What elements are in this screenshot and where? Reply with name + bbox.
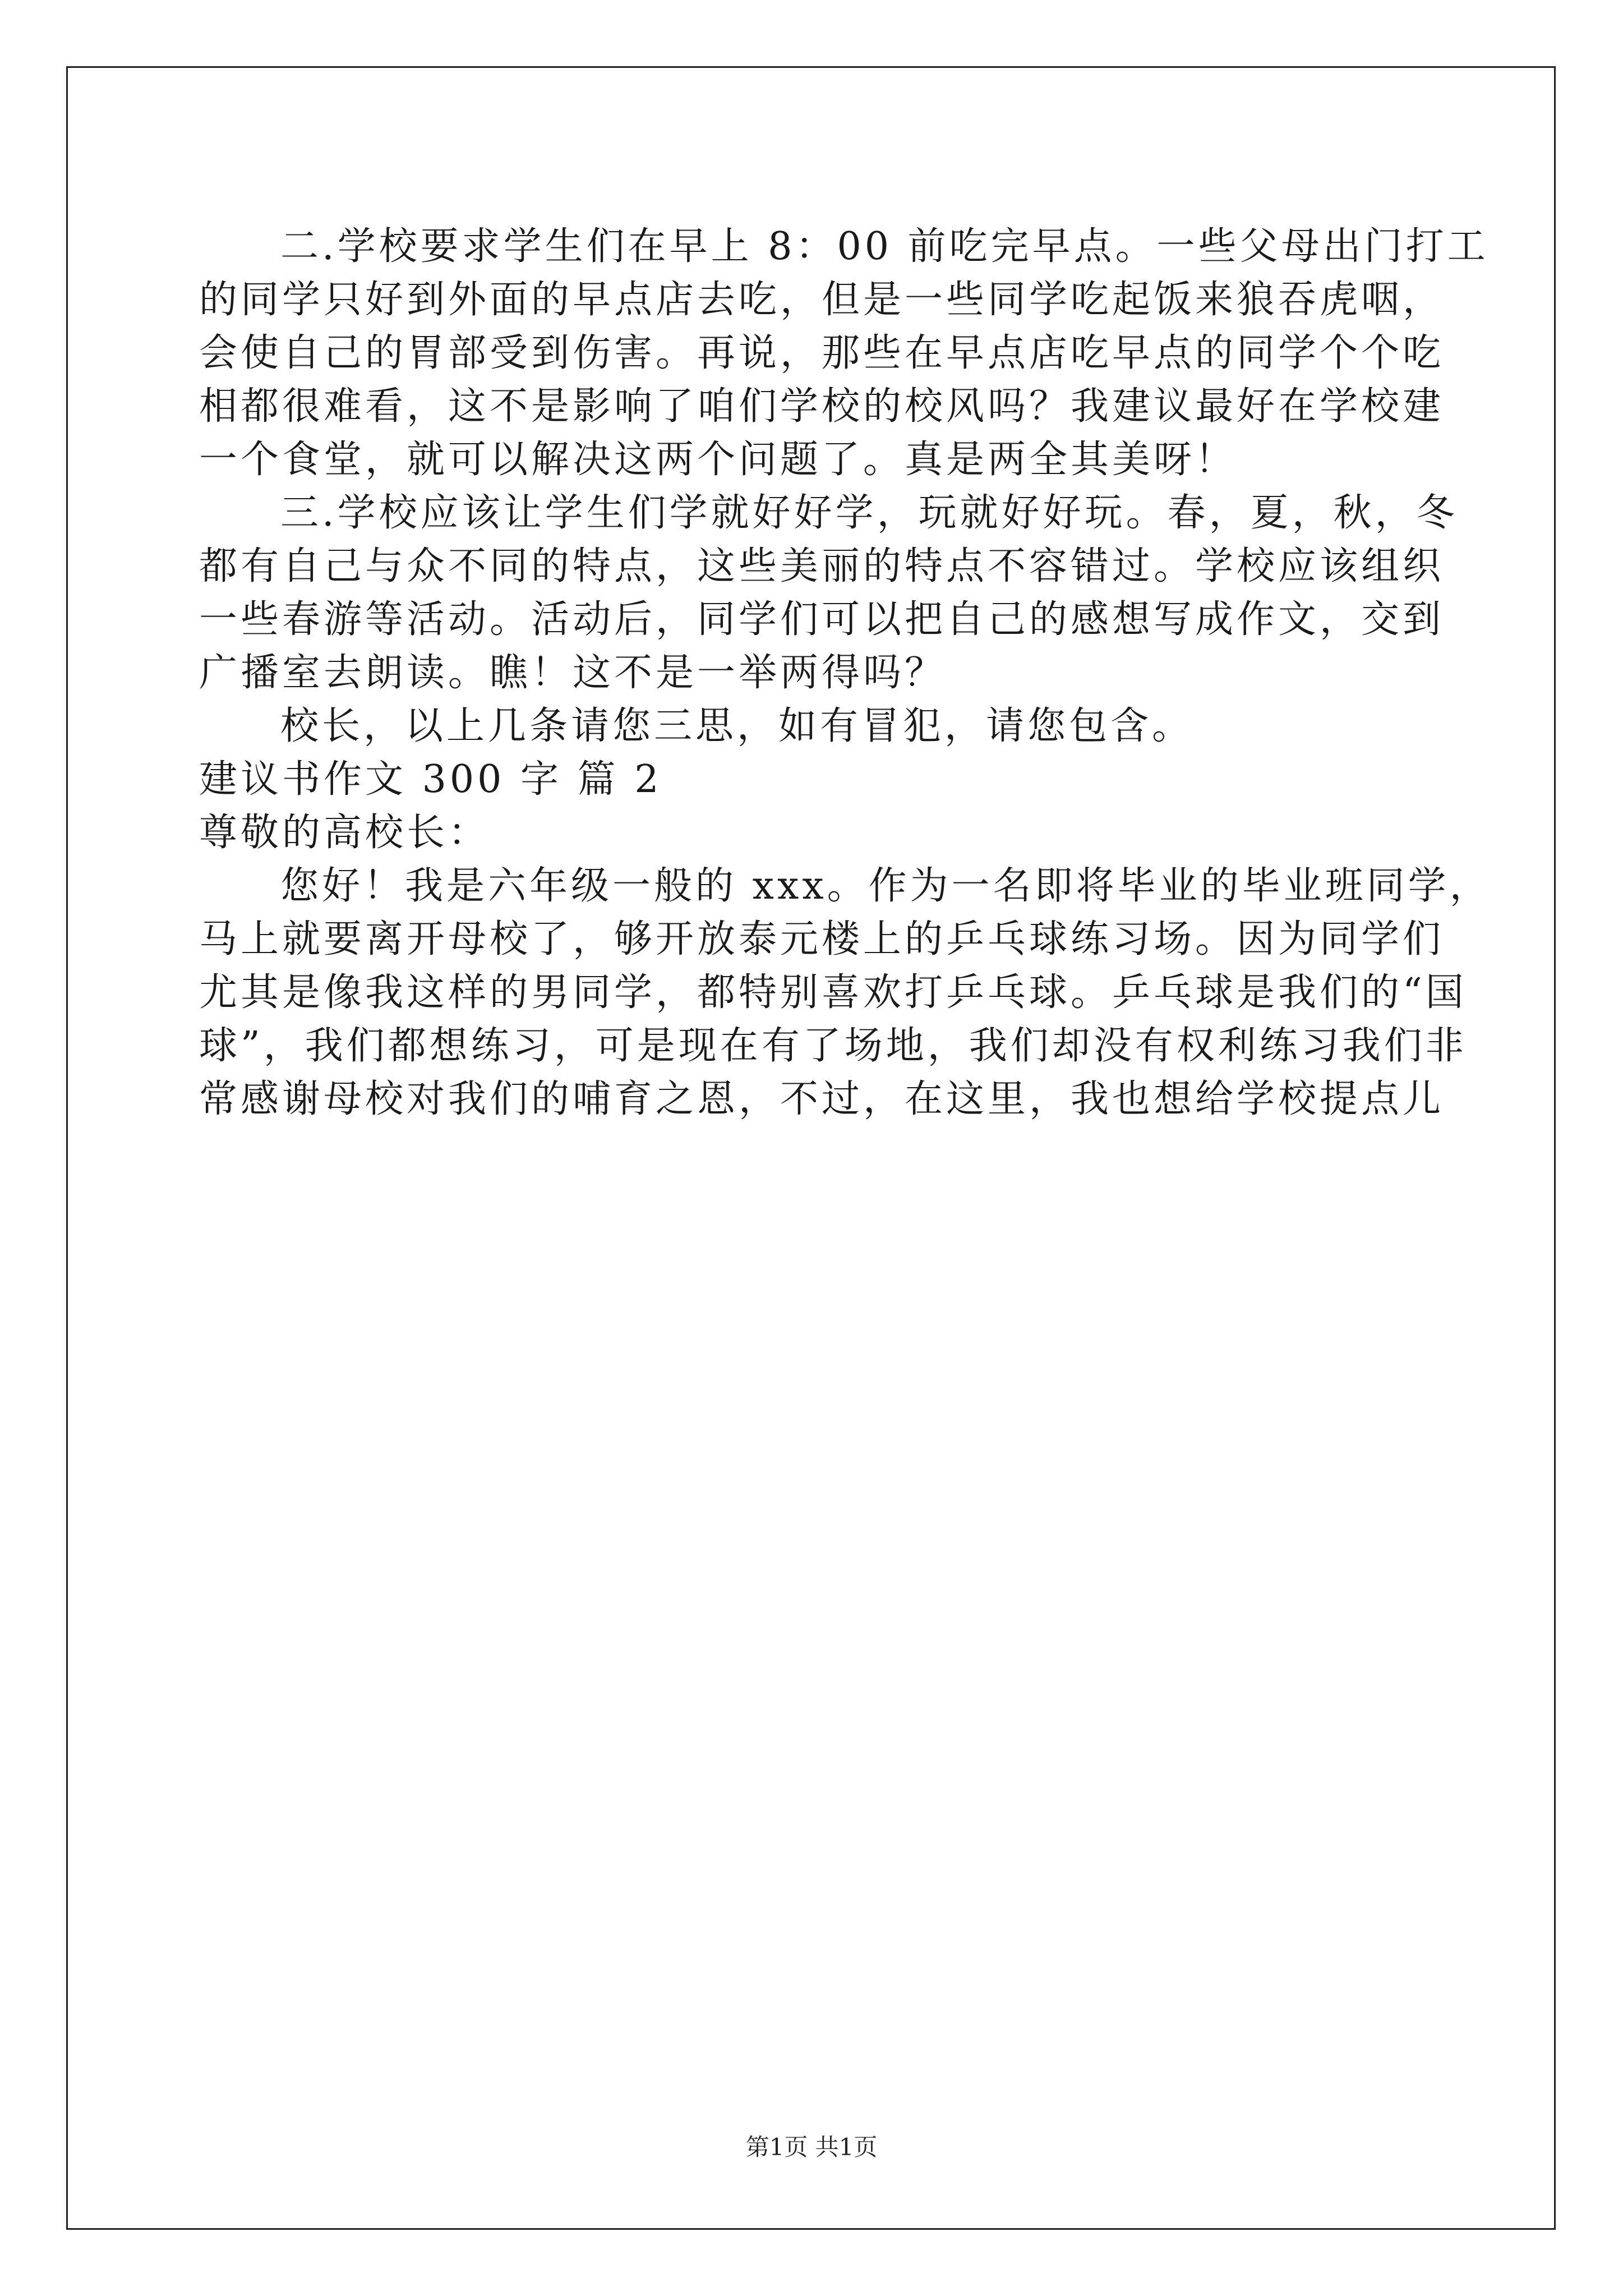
paragraph-2-line-4: 相都很难看，这不是影响了咱们学校的校风吗？我建议最好在学校建 bbox=[199, 384, 1445, 429]
paragraph-3-line-2: 都有自己与众不同的特点，这些美丽的特点不容错过。学校应该组织 bbox=[199, 544, 1445, 588]
letter-line-2: 马上就要离开母校了，够开放泰元楼上的乒乓球练习场。因为同学们 bbox=[199, 917, 1445, 961]
paragraph-2-line-5: 一个食堂，就可以解决这两个问题了。真是两全其美呀！ bbox=[199, 438, 1237, 482]
paragraph-2-line-2: 的同学只好到外面的早点店去吃，但是一些同学吃起饭来狼吞虎咽， bbox=[199, 278, 1445, 322]
paragraph-3-line-1: 三.学校应该让学生们学就好好学，玩就好好玩。春，夏，秋，冬 bbox=[280, 491, 1458, 535]
section-title: 建议书作文 300 字 篇 2 bbox=[199, 757, 662, 802]
paragraph-2-line-1: 二.学校要求学生们在早上 8：00 前吃完早点。一些父母出门打工 bbox=[280, 224, 1489, 269]
paragraph-3-line-4: 广播室去朗读。瞧！这不是一举两得吗？ bbox=[199, 651, 947, 695]
letter-line-1: 您好！我是六年级一般的 xxx。作为一名即将毕业的毕业班同学， bbox=[280, 864, 1491, 908]
page-footer: 第1页 共1页 bbox=[745, 2133, 878, 2161]
letter-line-3: 尤其是像我这样的男同学，都特别喜欢打乒乓球。乒乓球是我们的“国 bbox=[199, 970, 1467, 1015]
paragraph-2-line-3: 会使自己的胃部受到伤害。再说，那些在早点店吃早点的同学个个吃 bbox=[199, 331, 1445, 375]
salutation: 尊敬的高校长： bbox=[199, 811, 490, 855]
letter-line-4: 球”，我们都想练习，可是现在有了场地，我们却没有权利练习我们非 bbox=[199, 1024, 1467, 1068]
closing-line: 校长，以上几条请您三思，如有冒犯，请您包含。 bbox=[280, 704, 1194, 748]
paragraph-3-line-3: 一些春游等活动。活动后，同学们可以把自己的感想写成作文，交到 bbox=[199, 597, 1445, 642]
letter-line-5: 常感谢母校对我们的哺育之恩，不过，在这里，我也想给学校提点儿 bbox=[199, 1077, 1445, 1121]
